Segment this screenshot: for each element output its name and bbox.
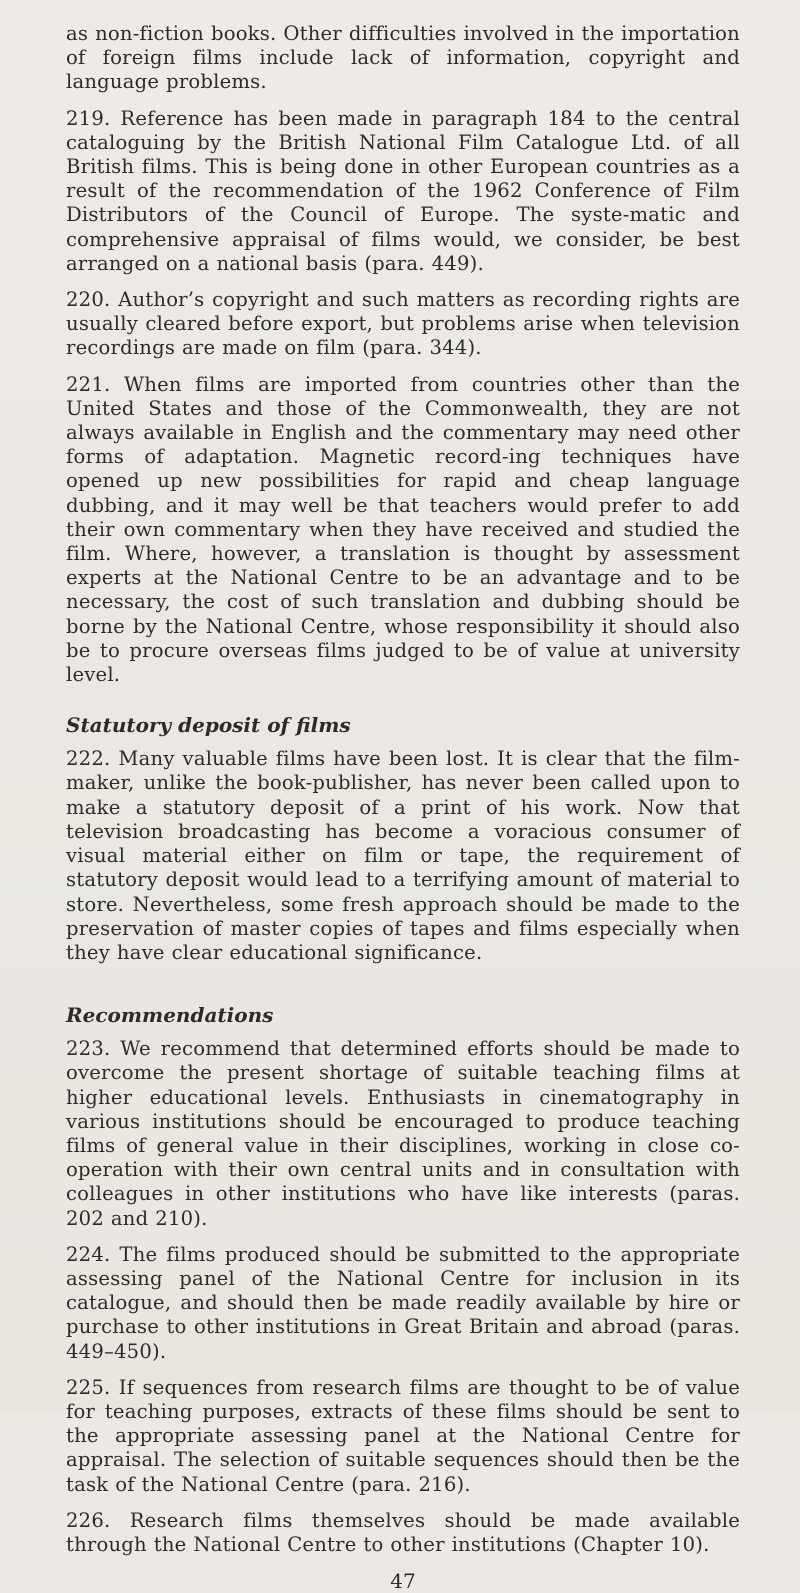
paragraph-222: 222. Many valuable films have been lost. It is clear that the film-maker, unlike the book-publisher, has never been called upon to make a statutory deposit of a print of his work. Now that television broadcasting has become a voracious consumer of visual material either on film or tape, the requirement of statutory deposit would lead to a terrifying amount of material to store. Nevertheless, some fresh approach should be made to the preservation of master copies of tapes and films especially when they have clear educational significance. <box>66 747 740 964</box>
paragraph-226: 226. Research films themselves should be made available through the National Centre to other institutions (Chapter 10). <box>66 1508 740 1556</box>
section-heading-statutory-deposit: Statutory deposit of films <box>66 713 351 738</box>
paragraph-219: 219. Reference has been made in paragraph 184 to the central cataloguing by the British National Film Catalogue Ltd. of all British films. This is being done in other European countries as a result of the recommendation of the 1962 Conference of Film Distributors of the Council of Europe. The syste-matic and comprehensive appraisal of films would, we consider, be best arranged on a national basis (para. 449). <box>66 106 740 275</box>
paragraph-221: 221. When films are imported from countries other than the United States and those of the Commonwealth, they are not always available in English and the commentary may need other forms of adaptation. Magnetic record-ing techniques have opened up new possibilities for rapid and cheap language dubbing, and it may well be that teachers would prefer to add their own commentary when they have received and studied the film. Where, however, a translation is thought by assessment experts at the National Centre to be an advantage and to be necessary, the cost of such translation and dubbing should be borne by the National Centre, whose responsibility it should also be to procure overseas films judged to be of value at university level. <box>66 372 740 687</box>
paragraph-220: 220. Author’s copyright and such matters as recording rights are usually cleared before export, but problems arise when television recordings are made on film (para. 344). <box>66 288 740 360</box>
page-number: 47 <box>390 1569 416 1593</box>
paragraph-223: 223. We recommend that determined efforts should be made to overcome the present shortage of suitable teaching films at higher educational levels. Enthusiasts in cinematography in various institutions should be encouraged to produce teaching films of general value in their disciplines, working in close co-operation with their own central units and in consultation with colleagues in other institutions who have like interests (paras. 202 and 210). <box>66 1037 740 1230</box>
paragraph-225: 225. If sequences from research films are thought to be of value for teaching purposes, extracts of these films should be sent to the appropriate assessing panel at the National Centre for appraisal. The selection of suitable sequences should then be the task of the National Centre (para. 216). <box>66 1375 740 1496</box>
paragraph-continuation: as non-fiction books. Other difficulties involved in the importation of foreign films include lack of information, copyright and language problems. <box>66 22 740 94</box>
section-heading-recommendations: Recommendations <box>66 1003 274 1028</box>
paragraph-224: 224. The films produced should be submitted to the appropriate assessing panel of the National Centre for inclusion in its catalogue, and should then be made readily available by hire or purchase to other institutions in Great Britain and abroad (paras. 449–450). <box>66 1242 740 1363</box>
